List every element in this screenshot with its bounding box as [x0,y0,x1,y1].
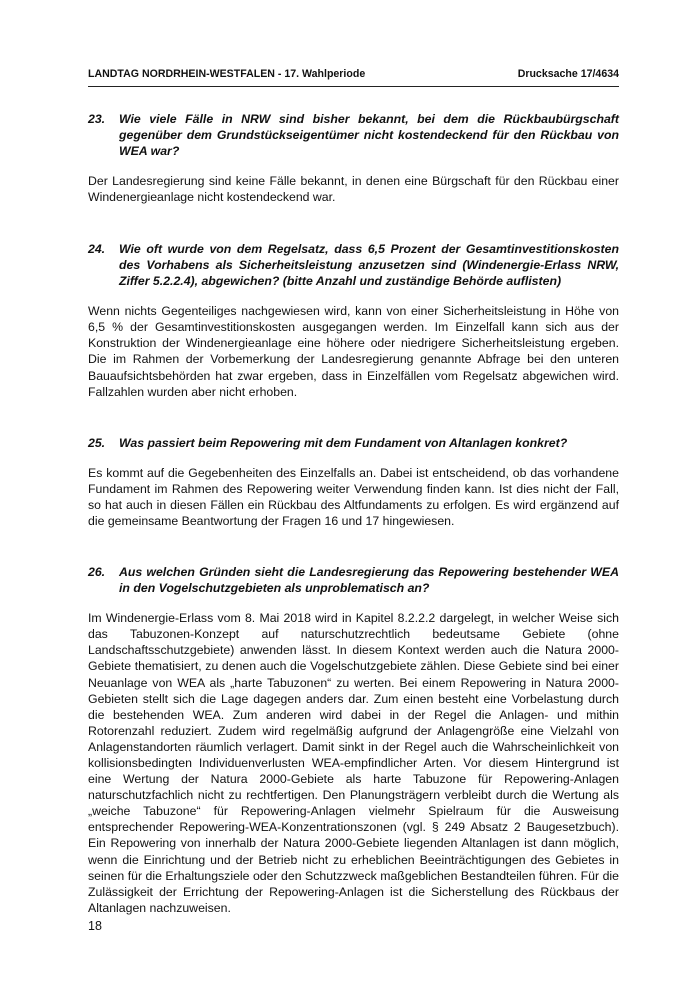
header-document-number: Drucksache 17/4634 [517,68,619,80]
question-24 [88,241,619,289]
question-26 [88,564,619,596]
question-text: Wie viele Fälle in NRW sind bisher bekannt, bei dem die Rückbaubürgschaft gegenüber dem Grundstückseigentümer nicht kostendeckend für den Rückbau von WEA war? [119,112,619,158]
question-number: 25. [88,435,106,450]
answer-23: Der Landesregierung sind keine Fälle bekannt, in denen eine Bürgschaft für den Rückbau einer Windenergieanlage nicht kostendeckend war. [88,174,619,205]
question-number: 23. [88,112,106,126]
answer-26: Im Windenergie-Erlass vom 8. Mai 2018 wird in Kapitel 8.2.2.2 dargelegt, in welcher Weise sich das Tabuzonen-Konzept auf naturschutzrechtlich bedeutsame Gebiete (ohne Landschaftsschutzgebiete) anwenden lässt. In diesem Kontext werden auch die Natura 2000-Gebiete thematisiert, zu denen auch die Vogelschutzgebiete zählen. Diese Gebiete sind bei einer Neuanlage von WEA als „harte Tabuzonen“ zu werten. Bei einem Repowering in Natura 2000-Gebieten stellt sich die Lage dagegen anders dar. Zum einen besteht eine Vorbelastung durch die bestehenden WEA. Zum anderen wird dabei in der Regel die Anlagen- und mithin Rotorenzahl reduziert. Zudem wird regelmäßig aufgrund der Anlagengröße eine Vielzahl von Anlagenstandorten räumlich verlagert. Damit sinkt in der Regel auch die Wahrscheinlichkeit von kollisionsbedingten Individuenverlusten WEA-empfindlicher Arten. Vor diesem Hintergrund ist eine Wertung der Natura 2000-Gebiete als harte Tabuzone für Repowering-Anlagen naturschutzfachlich nicht zu rechtfertigen. Den Planungsträgern verbleibt durch die Wertung als „weiche Tabuzone“ für Repowering-Anlagen vielmehr Spielraum für die Ausweisung entsprechender Repowering-WEA-Konzentrationszonen (vgl. § 249 Absatz 2 Baugesetzbuch). Ein Repowering von innerhalb der Natura 2000-Gebiete liegenden Altanlagen ist dann möglich, wenn die Einrichtung und der Betrieb nicht zu erheblichen Beeinträchtigungen des Gebietes in seinen für die Erhaltungsziele oder den Schutzzweck maßgeblichen Bestandteilen führen. Für die Zulässigkeit der Errichtung der Repowering-Anlagen ist die Sicherstellung des Rückbaus der Altanlagen nachzuweisen. [88,611,619,915]
question-23 [88,111,619,159]
answer-25: Es kommt auf die Gegebenheiten des Einzelfalls an. Dabei ist entscheidend, ob das vorhandene Fundament im Rahmen des Repowering weiter Verwendung finden kann. Ist dies nicht der Fall, so hat auch in diesen Fällen ein Rückbau des Altfundaments zu erfolgen. Es wird ergänzend auf die gemeinsame Beantwortung der Fragen 16 und 17 hingewiesen. [88,465,619,529]
page-header [88,66,619,87]
question-number: 26. [88,565,106,580]
document-body [88,111,619,916]
question-text: Aus welchen Gründen sieht die Landesregierung das Repowering bestehender WEA in den Vogelschutzgebieten als unproblematisch an? [119,565,619,596]
header-parliament-title: LANDTAG NORDRHEIN-WESTFALEN - 17. Wahlperiode [88,68,366,80]
page-number: 18 [88,919,102,933]
answer-24: Wenn nichts Gegenteiliges nachgewiesen wird, kann von einer Sicherheitsleistung in Höhe von 6,5 % der Gesamtinvestitionskosten ausgegangen werden. Im Einzelfall kann sich aus der Konstruktion der Windenergieanlage eine höhere oder niedrigere Sicherheitsleistung ergeben. Die im Rahmen der Vorbemerkung der Landesregierung genannte Abfrage bei den unteren Bauaufsichtsbehörden hat zwar ergeben, dass in Einzelfällen vom Regelsatz abgewichen wird. Fallzahlen wurden aber nicht erhoben. [88,304,619,399]
question-number: 24. [88,242,106,257]
question-25 [88,435,619,451]
question-text: Wie oft wurde von dem Regelsatz, dass 6,5 Prozent der Gesamtinvestitionskosten des Vorhabens als Sicherheitsleistung anzusetzen sind (Windenergie-Erlass NRW, Ziffer 5.2.2.4), abgewichen? (bitte Anzahl und zuständige Behörde auflisten) [119,242,619,289]
question-text: Was passiert beim Repowering mit dem Fundament von Altanlagen konkret? [119,435,568,450]
